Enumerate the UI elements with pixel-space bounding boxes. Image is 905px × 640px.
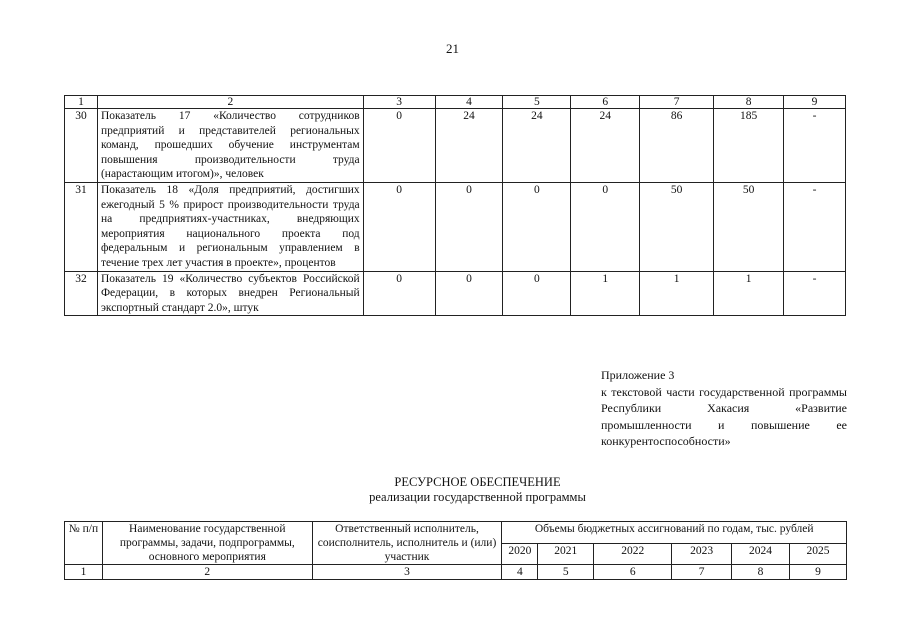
value-cell: 86 [640,109,714,183]
year-cell: 2020 [502,543,538,565]
section-heading [0,475,905,505]
header-cell: 6 [571,96,640,109]
indicator-row [65,182,846,271]
indicator-row [65,109,846,183]
section-subtitle: реализации государственной программы [369,490,586,504]
page-number: 21 [446,41,459,56]
header-cell: 5 [503,96,571,109]
header-cell: 4 [435,96,503,109]
header-cell: 2 [97,96,363,109]
row-number: 30 [65,109,98,183]
value-cell: 0 [363,109,435,183]
year-cell: 2024 [732,543,790,565]
value-cell: 50 [714,182,784,271]
numbering-cell: 8 [732,565,790,580]
indicator-header-row [65,96,846,109]
row-number: 31 [65,182,98,271]
row-number: 32 [65,271,98,316]
section-title: РЕСУРСНОЕ ОБЕСПЕЧЕНИЕ [394,475,561,489]
year-cell: 2022 [594,543,672,565]
year-cell: 2021 [538,543,594,565]
value-cell: 1 [640,271,714,316]
col-executor-header: Ответственный исполнитель, соисполнитель, исполнитель и (или) участник [312,522,502,565]
resource-header-row [65,522,847,544]
numbering-cell: 5 [538,565,594,580]
numbering-cell: 7 [672,565,732,580]
value-cell: 24 [571,109,640,183]
resource-table [64,521,847,580]
col-budget-header: Объемы бюджетных ассигнований по годам, тыс. рублей [502,522,847,544]
value-cell: - [784,182,846,271]
numbering-cell: 4 [502,565,538,580]
numbering-cell: 1 [65,565,103,580]
header-cell: 7 [640,96,714,109]
header-cell: 1 [65,96,98,109]
resource-numbering-row [65,565,847,580]
value-cell: 0 [503,271,571,316]
year-cell: 2023 [672,543,732,565]
year-cell: 2025 [789,543,846,565]
numbering-cell: 9 [789,565,846,580]
indicator-description: Показатель 17 «Количество сотрудников предприятий и представителей региональных команд, прошедших обучение инструментам повышения производительности труда (нарастающим итогом)», человек [97,109,363,183]
col-number-header: № п/п [65,522,103,565]
header-cell: 9 [784,96,846,109]
indicator-table [64,95,846,316]
value-cell: 185 [714,109,784,183]
numbering-cell: 6 [594,565,672,580]
value-cell: 0 [435,271,503,316]
numbering-cell: 3 [312,565,502,580]
value-cell: 0 [571,182,640,271]
value-cell: 24 [435,109,503,183]
value-cell: 0 [363,271,435,316]
numbering-cell: 2 [102,565,312,580]
value-cell: 24 [503,109,571,183]
value-cell: - [784,109,846,183]
value-cell: 1 [571,271,640,316]
value-cell: 0 [363,182,435,271]
value-cell: 1 [714,271,784,316]
appendix-title: Приложение 3 [601,368,675,382]
header-cell: 8 [714,96,784,109]
appendix-text: к текстовой части государственной программы Республики Хакасия «Развитие промышленности и повышение ее конкурентоспособности» [601,384,847,448]
value-cell: - [784,271,846,316]
indicator-description: Показатель 19 «Количество субъектов Российской Федерации, в которых внедрен Региональный экспортный стандарт 2.0», штук [97,271,363,316]
value-cell: 0 [503,182,571,271]
value-cell: 50 [640,182,714,271]
value-cell: 0 [435,182,503,271]
appendix-note [601,367,847,450]
header-cell: 3 [363,96,435,109]
indicator-description: Показатель 18 «Доля предприятий, достигших ежегодный 5 % прирост производительности труда на предприятиях-участниках, внедряющих мероприятия национального проекта под федеральным и региональным управлением в течение трех лет участия в проекте», процентов [97,182,363,271]
indicator-row [65,271,846,316]
col-name-header: Наименование государственной программы, задачи, подпрограммы, основного мероприятия [102,522,312,565]
